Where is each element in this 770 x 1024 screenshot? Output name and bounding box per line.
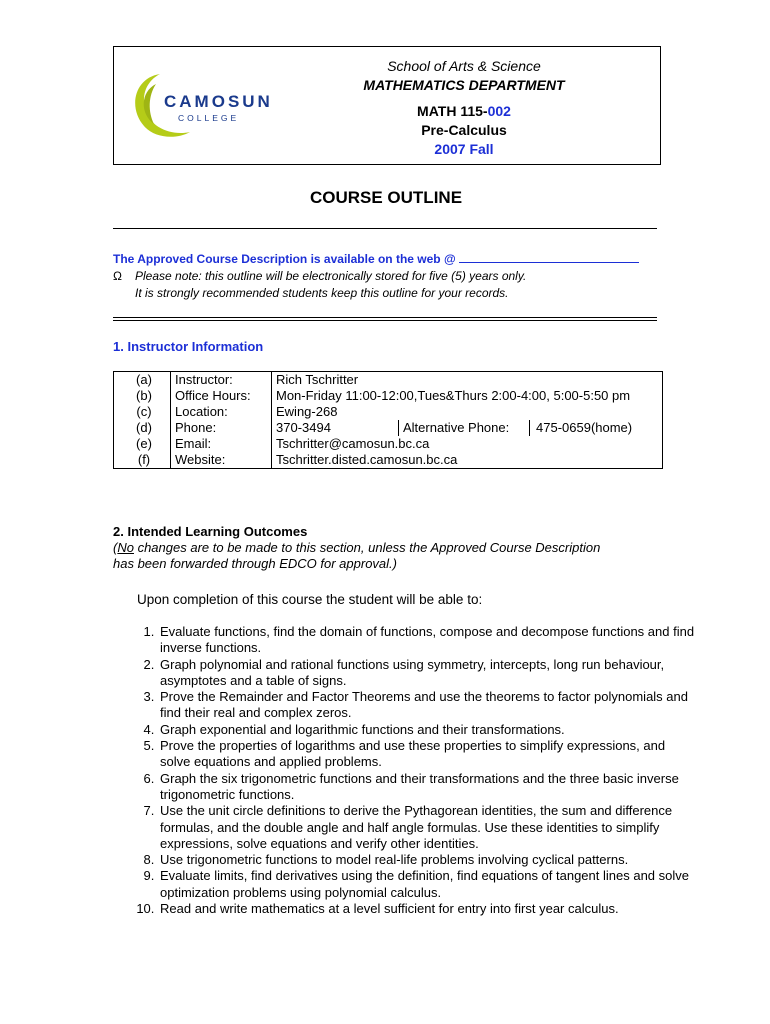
divider <box>113 320 657 321</box>
list-item: 2. Graph polynomial and rational functions using symmetry, intercepts, long run behaviour, asymptotes and a table of signs. <box>158 657 698 690</box>
divider <box>113 317 657 318</box>
list-item: 4. Graph exponential and logarithmic functions and their transformations. <box>158 722 698 738</box>
outcomes-intro: Upon completion of this course the student will be able to: <box>137 592 483 607</box>
list-item: 10. Read and write mathematics at a level sufficient for entry into first year calculus. <box>158 901 698 917</box>
logo-wordmark: CAMOSUN <box>164 92 273 111</box>
divider <box>113 228 657 229</box>
omega-bullet-icon: Ω <box>113 269 122 283</box>
table-row: (b) Office Hours: Mon-Friday 11:00-12:00,Tues&Thurs 2:00-4:00, 5:00-5:50 pm <box>114 388 663 404</box>
course-code: MATH 115-002 <box>417 103 511 119</box>
approved-description-line: The Approved Course Description is available on the web @ <box>113 251 639 266</box>
section-outcomes-heading: 2. Intended Learning Outcomes <box>113 524 308 539</box>
alt-phone-label: Alternative Phone: <box>398 420 529 436</box>
retention-note: Ω Please note: this outline will be electronically stored for five (5) years only. It is strongly recommended students keep this outline for your records. <box>113 269 527 300</box>
table-row: (c) Location: Ewing-268 <box>114 404 663 420</box>
table-row: (a) Instructor: Rich Tschritter <box>114 372 663 389</box>
header-info <box>314 57 614 159</box>
website-value: Tschritter.disted.camosun.bc.ca <box>272 452 663 469</box>
email-value: Tschritter@camosun.bc.ca <box>272 436 663 452</box>
course-name: Pre-Calculus <box>421 122 507 138</box>
list-item: 7. Use the unit circle definitions to derive the Pythagorean identities, the sum and difference formulas, and the double angle and half angle formulas. Use these identities to simplify expressions, solve equations and verify other identities. <box>158 803 698 852</box>
department-name: MATHEMATICS DEPARTMENT <box>363 77 565 93</box>
list-item: 3. Prove the Remainder and Factor Theorems and use the theorems to factor polynomials and find their real and complex zeros. <box>158 689 698 722</box>
outcomes-list <box>113 624 698 917</box>
list-item: 1. Evaluate functions, find the domain of functions, compose and decompose functions and find inverse functions. <box>158 624 698 657</box>
outcomes-note: (No changes are to be made to this section, unless the Approved Course Description <box>113 540 601 555</box>
phone-value: 370-3494 <box>276 420 331 435</box>
school-name: School of Arts & Science <box>387 58 541 74</box>
table-row: (f) Website: Tschritter.disted.camosun.bc.ca <box>114 452 663 469</box>
page-title: COURSE OUTLINE <box>309 188 463 207</box>
list-item: 5. Prove the properties of logarithms and use these properties to simplify expressions, and solve equations and applied problems. <box>158 738 698 771</box>
header-box <box>113 46 661 165</box>
web-link-blank <box>459 251 639 263</box>
list-item: 6. Graph the six trigonometric functions and their transformations and the three basic inverse trigonometric functions. <box>158 771 698 804</box>
list-item: 8. Use trigonometric functions to model real-life problems involving cyclical patterns. <box>158 852 698 868</box>
instructor-table <box>113 371 663 469</box>
alt-phone-value: 475-0659(home) <box>529 420 632 436</box>
camosun-logo <box>126 70 273 142</box>
table-row: (e) Email: Tschritter@camosun.bc.ca <box>114 436 663 452</box>
logo-subtitle: COLLEGE <box>178 113 240 123</box>
course-term: 2007 Fall <box>434 141 494 157</box>
list-item: 9. Evaluate limits, find derivatives using the definition, find equations of tangent lines and solve optimization problems using polynomial calculus. <box>158 868 698 901</box>
section-outcomes-header: 2. Intended Learning Outcomes (No changes are to be made to this section, unless the Approved Course Description has been forwarded through EDCO for approval.) <box>113 524 601 571</box>
table-row: (d) Phone: 370-3494 Alternative Phone: 475-0659(home) <box>114 420 663 436</box>
section-instructor-heading: 1. Instructor Information <box>113 339 264 354</box>
